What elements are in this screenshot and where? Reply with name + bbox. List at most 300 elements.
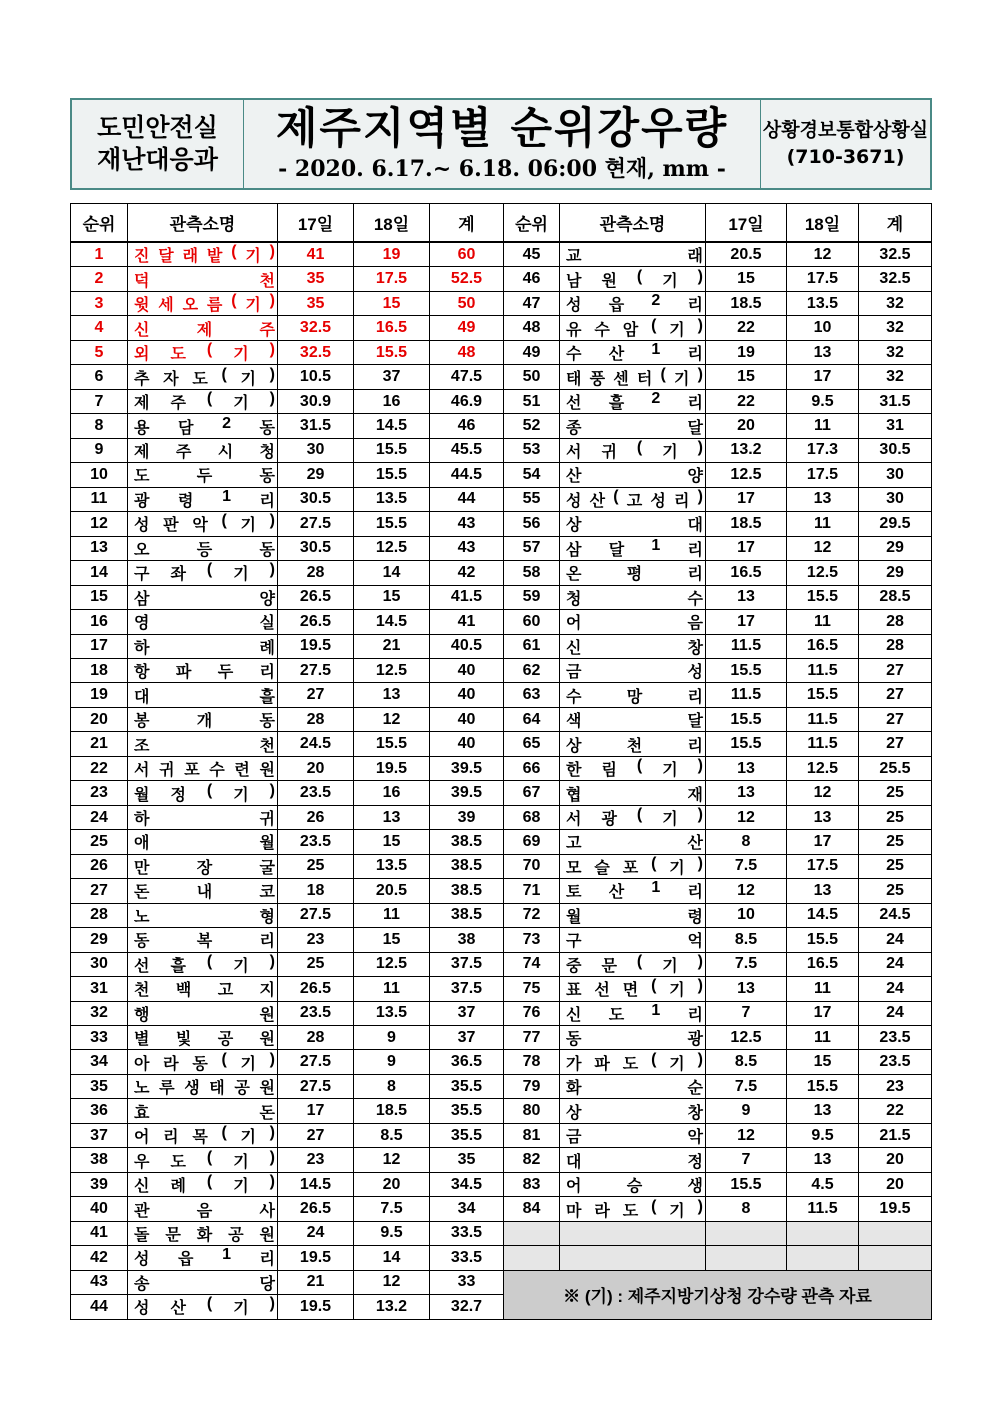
table-row [504, 512, 932, 536]
total-cell: 35.5 [430, 1123, 504, 1147]
day18-cell: 12.5 [354, 536, 430, 560]
day18-cell: 13 [354, 805, 430, 829]
table-body-right [504, 242, 932, 1319]
table-row [504, 1172, 932, 1196]
station-cell [128, 340, 278, 364]
station-name-text: 고 산 [566, 835, 703, 853]
station-name-text: 태 풍 센 터 ( 기 ) [566, 365, 703, 388]
rank-cell: 9 [71, 438, 128, 462]
empty-cell [859, 1246, 932, 1270]
day17-cell: 15.5 [706, 1172, 787, 1196]
rank-cell: 55 [504, 487, 560, 511]
station-name-text: 대 정 [566, 1153, 703, 1171]
station-name-text: 모 슬 포 ( 기 ) [566, 854, 703, 877]
department-line-1: 도민안전실 [97, 113, 218, 142]
table-row [71, 267, 504, 291]
station-cell [560, 1074, 706, 1098]
station-name-text: 표 선 면 ( 기 ) [566, 977, 703, 1000]
station-cell [560, 683, 706, 707]
day18-cell: 12 [354, 1270, 430, 1294]
total-cell: 33.5 [430, 1246, 504, 1270]
empty-cell [560, 1246, 706, 1270]
total-cell: 35 [430, 1148, 504, 1172]
station-name-text: 구 억 [566, 933, 703, 951]
station-name-text: 서 광 ( 기 ) [566, 806, 703, 829]
day17-cell: 16.5 [706, 561, 787, 585]
station-cell [128, 830, 278, 854]
day18-cell: 20.5 [354, 879, 430, 903]
day18-cell: 17 [787, 365, 859, 389]
rank-cell: 17 [71, 634, 128, 658]
station-name-text: 성 읍 1 리 [134, 1246, 275, 1269]
station-name-text: 노 루 생 태 공 원 [134, 1080, 275, 1098]
station-name-text: 삼 달 1 리 [566, 536, 703, 559]
day17-cell: 30.5 [278, 536, 354, 560]
table-row [504, 879, 932, 903]
station-name-text: 제 주 시 청 [134, 443, 275, 461]
station-cell [560, 1050, 706, 1074]
station-cell [128, 952, 278, 976]
rank-cell: 36 [71, 1099, 128, 1123]
col-rank-header: 순위 [504, 204, 560, 243]
station-cell [128, 903, 278, 927]
total-cell: 23 [859, 1074, 932, 1098]
station-name-text: 관 음 사 [134, 1202, 275, 1220]
total-cell: 25 [859, 879, 932, 903]
table-row [71, 707, 504, 731]
total-cell: 24 [859, 1001, 932, 1025]
day17-cell: 28 [278, 707, 354, 731]
day17-cell: 18.5 [706, 291, 787, 315]
day17-cell: 19.5 [278, 634, 354, 658]
rank-cell: 34 [71, 1050, 128, 1074]
station-cell [128, 1295, 278, 1319]
table-header-row [71, 204, 504, 243]
day17-cell: 25 [278, 854, 354, 878]
station-cell [128, 1050, 278, 1074]
total-cell: 60 [430, 242, 504, 267]
table-row [504, 756, 932, 780]
station-name-text: 종 달 [566, 419, 703, 437]
table-row [504, 928, 932, 952]
table-row [504, 389, 932, 413]
table-row [504, 242, 932, 267]
total-cell: 42 [430, 561, 504, 585]
station-cell [560, 805, 706, 829]
total-cell: 35.5 [430, 1074, 504, 1098]
day17-cell: 20 [706, 414, 787, 438]
day17-cell: 19 [706, 340, 787, 364]
station-cell [128, 1221, 278, 1245]
day18-cell: 9 [354, 1050, 430, 1074]
day18-cell: 15.5 [787, 1074, 859, 1098]
table-row [71, 1074, 504, 1098]
total-cell: 37.5 [430, 952, 504, 976]
station-cell [560, 658, 706, 682]
rank-cell: 38 [71, 1148, 128, 1172]
station-name-text: 온 평 리 [566, 566, 703, 584]
rank-cell: 73 [504, 928, 560, 952]
table-row [504, 977, 932, 1001]
total-cell: 37 [430, 1001, 504, 1025]
total-cell: 37.5 [430, 977, 504, 1001]
station-cell [128, 1172, 278, 1196]
rank-cell: 75 [504, 977, 560, 1001]
station-cell [560, 438, 706, 462]
table-row [504, 316, 932, 340]
empty-row [504, 1246, 932, 1270]
rank-cell: 58 [504, 561, 560, 585]
table-row [71, 1001, 504, 1025]
day18-cell: 16 [354, 389, 430, 413]
rank-cell: 44 [71, 1295, 128, 1319]
day18-cell: 11 [354, 977, 430, 1001]
station-cell [128, 536, 278, 560]
station-name-text: 효 돈 [134, 1104, 275, 1122]
rank-cell: 23 [71, 781, 128, 805]
table-row [71, 316, 504, 340]
total-cell: 40.5 [430, 634, 504, 658]
rank-cell: 59 [504, 585, 560, 609]
rank-cell: 72 [504, 903, 560, 927]
day18-cell: 11.5 [787, 658, 859, 682]
day17-cell: 21 [278, 1270, 354, 1294]
title-block [244, 100, 761, 188]
total-cell: 23.5 [859, 1050, 932, 1074]
empty-cell [787, 1246, 859, 1270]
day17-cell: 15 [706, 267, 787, 291]
table-row [71, 1270, 504, 1294]
day18-cell: 21 [354, 634, 430, 658]
total-cell: 52.5 [430, 267, 504, 291]
station-cell [128, 879, 278, 903]
day18-cell: 14.5 [354, 414, 430, 438]
station-cell [560, 830, 706, 854]
station-name-text: 성 산 ( 고 성 리 ) [566, 487, 703, 510]
station-name-text: 송 당 [134, 1275, 275, 1293]
day18-cell: 19 [354, 242, 430, 267]
station-name-text: 신 창 [566, 639, 703, 657]
total-cell: 38.5 [430, 879, 504, 903]
table-row [71, 1246, 504, 1270]
rank-cell: 64 [504, 707, 560, 731]
table-row [504, 585, 932, 609]
station-name-text: 하 례 [134, 639, 275, 657]
total-cell: 29 [859, 536, 932, 560]
total-cell: 31.5 [859, 389, 932, 413]
col-rank-header: 순위 [71, 204, 128, 243]
day18-cell: 16 [354, 781, 430, 805]
station-name-text: 수 산 1 리 [566, 341, 703, 364]
day18-cell: 12 [354, 707, 430, 731]
rank-cell: 81 [504, 1123, 560, 1147]
day18-cell: 13.5 [354, 1001, 430, 1025]
table-row [504, 1197, 932, 1221]
day18-cell: 17.3 [787, 438, 859, 462]
day18-cell: 8 [354, 1074, 430, 1098]
day18-cell: 16.5 [354, 316, 430, 340]
station-cell [128, 512, 278, 536]
station-name-text: 애 월 [134, 835, 275, 853]
rank-cell: 71 [504, 879, 560, 903]
station-cell [128, 658, 278, 682]
rank-cell: 16 [71, 610, 128, 634]
day17-cell: 26 [278, 805, 354, 829]
total-cell: 47.5 [430, 365, 504, 389]
total-cell: 24 [859, 977, 932, 1001]
station-name-text: 신 도 1 리 [566, 1001, 703, 1024]
day18-cell: 14.5 [354, 610, 430, 634]
station-name-text: 금 성 [566, 664, 703, 682]
station-cell [128, 585, 278, 609]
station-name-text: 영 실 [134, 615, 275, 633]
table-row [504, 830, 932, 854]
day17-cell: 32.5 [278, 340, 354, 364]
table-row [504, 291, 932, 315]
table-row [504, 1001, 932, 1025]
day18-cell: 11 [787, 610, 859, 634]
station-cell [128, 291, 278, 315]
station-name-text: 동 광 [566, 1031, 703, 1049]
day17-cell: 13 [706, 585, 787, 609]
total-cell: 24 [859, 952, 932, 976]
day18-cell: 15.5 [354, 340, 430, 364]
station-cell [560, 585, 706, 609]
office-block [761, 100, 930, 188]
day17-cell: 32.5 [278, 316, 354, 340]
rank-cell: 77 [504, 1026, 560, 1050]
rank-cell: 25 [71, 830, 128, 854]
day17-cell: 19.5 [278, 1246, 354, 1270]
day17-cell: 20.5 [706, 242, 787, 267]
table-body-left [71, 242, 504, 1319]
station-cell [560, 340, 706, 364]
station-name-text: 교 래 [566, 248, 703, 266]
day18-cell: 17.5 [787, 267, 859, 291]
day18-cell: 14 [354, 1246, 430, 1270]
total-cell: 49 [430, 316, 504, 340]
table-row [71, 1172, 504, 1196]
rainfall-table-right [503, 203, 932, 1320]
table-row [504, 634, 932, 658]
day17-cell: 10 [706, 903, 787, 927]
day17-cell: 41 [278, 242, 354, 267]
day18-cell: 13.2 [354, 1295, 430, 1319]
table-row [504, 854, 932, 878]
day17-cell: 28 [278, 1026, 354, 1050]
total-cell: 44.5 [430, 463, 504, 487]
day18-cell: 13.5 [354, 487, 430, 511]
day18-cell: 17 [787, 830, 859, 854]
day17-cell: 27.5 [278, 1074, 354, 1098]
station-cell [128, 561, 278, 585]
day17-cell: 14.5 [278, 1172, 354, 1196]
department-line-2: 재난대응과 [97, 145, 218, 174]
table-row [71, 365, 504, 389]
total-cell: 32.7 [430, 1295, 504, 1319]
date-subtitle: - 2020. 6.17.~ 6.18. 06:00 현재, mm - [278, 156, 726, 182]
empty-cell [706, 1246, 787, 1270]
rank-cell: 26 [71, 854, 128, 878]
total-cell: 27 [859, 707, 932, 731]
rank-cell: 31 [71, 977, 128, 1001]
rank-cell: 76 [504, 1001, 560, 1025]
table-row [71, 1099, 504, 1123]
day17-cell: 7.5 [706, 952, 787, 976]
station-name-text: 광 령 1 리 [134, 487, 275, 510]
day18-cell: 13 [787, 805, 859, 829]
table-row [504, 1074, 932, 1098]
station-cell [128, 463, 278, 487]
station-name-text: 대 흘 [134, 688, 275, 706]
day18-cell: 11.5 [787, 707, 859, 731]
station-name-text: 선 흘 2 리 [566, 390, 703, 413]
station-cell [128, 610, 278, 634]
day18-cell: 11 [787, 512, 859, 536]
table-row [71, 903, 504, 927]
total-cell: 25 [859, 854, 932, 878]
table-row [71, 634, 504, 658]
day18-cell: 14 [354, 561, 430, 585]
station-cell [560, 634, 706, 658]
table-row [71, 463, 504, 487]
day18-cell: 12 [354, 1148, 430, 1172]
day18-cell: 15 [354, 291, 430, 315]
table-row [71, 389, 504, 413]
station-cell [128, 683, 278, 707]
day17-cell: 31.5 [278, 414, 354, 438]
rank-cell: 35 [71, 1074, 128, 1098]
table-row [71, 977, 504, 1001]
day17-cell: 30.5 [278, 487, 354, 511]
rank-cell: 12 [71, 512, 128, 536]
day18-cell: 20 [354, 1172, 430, 1196]
table-row [504, 463, 932, 487]
table-row [71, 830, 504, 854]
rank-cell: 65 [504, 732, 560, 756]
table-row [71, 781, 504, 805]
day18-cell: 11 [787, 414, 859, 438]
station-name-text: 산 양 [566, 468, 703, 486]
table-row [71, 658, 504, 682]
empty-cell [859, 1221, 932, 1245]
rank-cell: 52 [504, 414, 560, 438]
station-cell [560, 365, 706, 389]
station-name-text: 오 등 동 [134, 541, 275, 559]
day18-cell: 12 [787, 781, 859, 805]
station-cell [128, 1197, 278, 1221]
rank-cell: 66 [504, 756, 560, 780]
day17-cell: 24.5 [278, 732, 354, 756]
day17-cell: 26.5 [278, 585, 354, 609]
day18-cell: 15 [354, 830, 430, 854]
station-cell [128, 438, 278, 462]
station-name-text: 토 산 1 리 [566, 879, 703, 902]
table-row [504, 1050, 932, 1074]
total-cell: 28.5 [859, 585, 932, 609]
day17-cell: 20 [278, 756, 354, 780]
table-row [504, 1123, 932, 1147]
total-cell: 31 [859, 414, 932, 438]
day18-cell: 15 [354, 585, 430, 609]
station-name-text: 진 달 래 밭 ( 기 ) [134, 243, 275, 266]
station-name-text: 우 도 ( 기 ) [134, 1148, 275, 1171]
total-cell: 35.5 [430, 1099, 504, 1123]
station-name-text: 신 제 주 [134, 321, 275, 339]
day17-cell: 13 [706, 977, 787, 1001]
day17-cell: 27.5 [278, 1050, 354, 1074]
day17-cell: 17 [706, 487, 787, 511]
rank-cell: 28 [71, 903, 128, 927]
station-name-text: 돈 내 코 [134, 884, 275, 902]
day18-cell: 37 [354, 365, 430, 389]
total-cell: 38 [430, 928, 504, 952]
station-cell [128, 414, 278, 438]
day18-cell: 13 [787, 1148, 859, 1172]
day18-cell: 11.5 [787, 732, 859, 756]
department-block [72, 100, 244, 188]
station-cell [560, 1099, 706, 1123]
table-row [504, 1026, 932, 1050]
table-row [504, 903, 932, 927]
rank-cell: 2 [71, 267, 128, 291]
total-cell: 39.5 [430, 781, 504, 805]
station-cell [128, 1148, 278, 1172]
rank-cell: 4 [71, 316, 128, 340]
day17-cell: 27 [278, 683, 354, 707]
day17-cell: 12 [706, 879, 787, 903]
day18-cell: 15.5 [787, 585, 859, 609]
table-row [71, 536, 504, 560]
station-cell [560, 879, 706, 903]
table-row [504, 952, 932, 976]
day17-cell: 15.5 [706, 658, 787, 682]
station-name-text: 노 형 [134, 908, 275, 926]
total-cell: 41.5 [430, 585, 504, 609]
day17-cell: 13.2 [706, 438, 787, 462]
rank-cell: 57 [504, 536, 560, 560]
day18-cell: 19.5 [354, 756, 430, 780]
rank-cell: 19 [71, 683, 128, 707]
day18-cell: 8.5 [354, 1123, 430, 1147]
station-name-text: 협 재 [566, 786, 703, 804]
station-cell [128, 707, 278, 731]
rank-cell: 7 [71, 389, 128, 413]
total-cell: 32 [859, 291, 932, 315]
rank-cell: 80 [504, 1099, 560, 1123]
day18-cell: 9.5 [354, 1221, 430, 1245]
rank-cell: 18 [71, 658, 128, 682]
table-header-row [504, 204, 932, 243]
office-name: 상황경보통합상황실 [762, 119, 929, 141]
station-name-text: 남 원 ( 기 ) [566, 267, 703, 290]
day17-cell: 35 [278, 291, 354, 315]
day18-cell: 12.5 [354, 952, 430, 976]
total-cell: 38.5 [430, 830, 504, 854]
total-cell: 41 [430, 610, 504, 634]
rank-cell: 43 [71, 1270, 128, 1294]
station-cell [128, 805, 278, 829]
station-cell [128, 487, 278, 511]
day17-cell: 12 [706, 1123, 787, 1147]
table-row [71, 585, 504, 609]
rank-cell: 10 [71, 463, 128, 487]
day17-cell: 27.5 [278, 512, 354, 536]
day17-cell: 12 [706, 805, 787, 829]
table-row [504, 658, 932, 682]
total-cell: 30 [859, 487, 932, 511]
total-cell: 44 [430, 487, 504, 511]
